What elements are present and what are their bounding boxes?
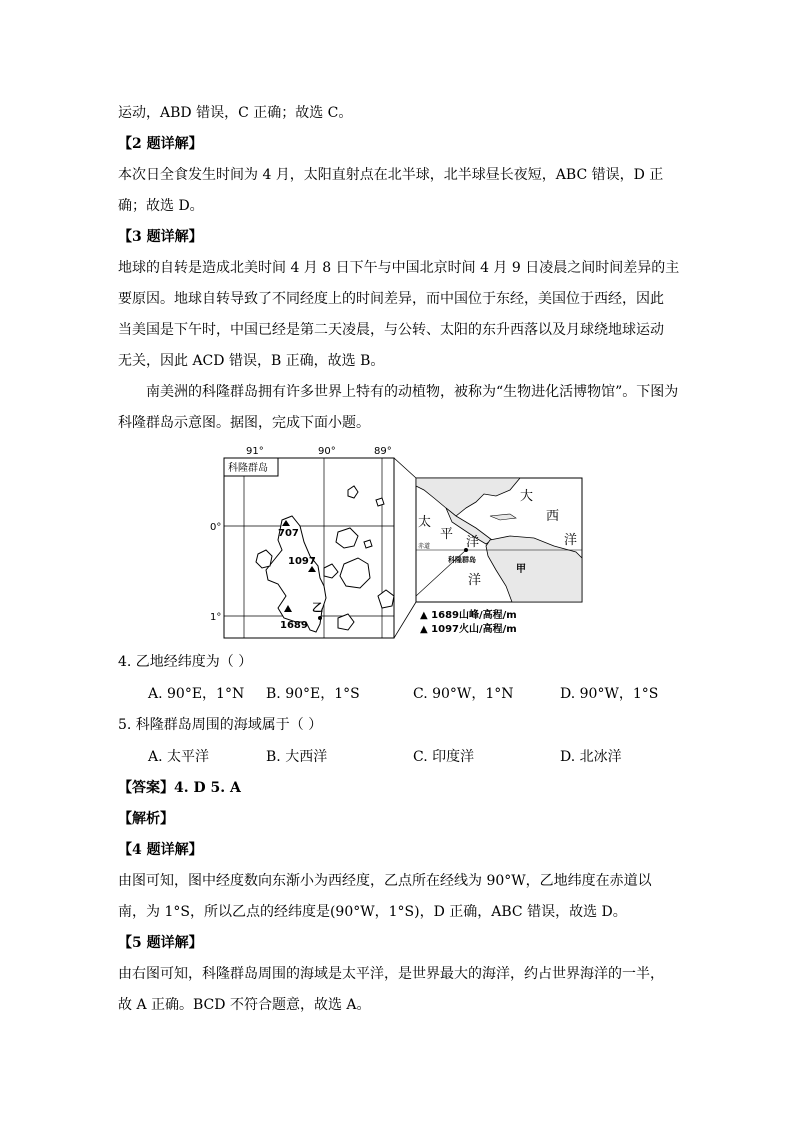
ocean-pacific-yang: 洋	[468, 573, 482, 588]
island-floreana	[338, 614, 354, 630]
island-genovesa	[376, 498, 384, 506]
island-san-cristobal	[378, 590, 394, 608]
q5-option-a: A. 太平洋	[148, 749, 210, 765]
section-heading-4: 【4 题详解】	[118, 842, 203, 858]
ocean-atlantic-3: 洋	[564, 533, 578, 548]
peak-label-1097: 1097	[288, 556, 316, 567]
section-heading-5: 【5 题详解】	[118, 935, 203, 951]
right-map	[416, 478, 582, 602]
q4-option-d: D. 90°W，1°S	[560, 686, 659, 702]
peak-label-1689: 1689	[280, 620, 308, 631]
lat-label-0: 0°	[210, 522, 222, 533]
island-santa-cruz	[340, 558, 370, 588]
text-line: 南美洲的科隆群岛拥有许多世界上特有的动植物，被称为“生物进化活博物馆”。下图为	[146, 384, 679, 400]
text-line: 当美国是下午时，中国已经是第二天凌晨，与公转、太阳的东升西落以及月球绕地球运动	[118, 322, 664, 338]
q4-option-b: B. 90°E，1°S	[266, 686, 360, 702]
text-line: 故 A 正确。BCD 不符合题意，故选 A。	[118, 997, 371, 1013]
section-heading-2: 【2 题详解】	[118, 136, 203, 152]
text-line: 南，为 1°S，所以乙点的经纬度是(90°W，1°S)，D 正确，ABC 错误，故选 D。	[118, 904, 627, 920]
q5-option-c: C. 印度洋	[413, 749, 475, 765]
lon-label-89: 89°	[374, 446, 392, 457]
text-line: 由图可知，图中经度数向东渐小为西经度，乙点所在经线为 90°W，乙地纬度在赤道以	[118, 873, 652, 889]
question-5: 5. 科隆群岛周围的海域属于（ ）	[118, 717, 323, 733]
island-santiago	[336, 528, 358, 548]
question-4: 4. 乙地经纬度为（ ）	[118, 654, 253, 670]
point-yi-marker	[318, 616, 322, 620]
ocean-atlantic-1: 大	[520, 489, 534, 504]
island-fernandina	[256, 550, 272, 568]
section-heading-3: 【3 题详解】	[118, 229, 203, 245]
left-map-title: 科隆群岛	[228, 463, 268, 474]
text-line: 确；故选 D。	[118, 198, 204, 214]
q4-option-c: C. 90°W，1°N	[413, 686, 514, 702]
text-line: 要原因。地球自转导致了不同经度上的时间差异，而中国位于东经，美国位于西经，因此	[118, 291, 664, 307]
island-marchena	[348, 486, 358, 498]
ocean-pacific-2: 平	[440, 527, 454, 542]
map-figure-svg	[210, 446, 582, 642]
q5-option-d: D. 北冰洋	[560, 749, 622, 765]
lon-label-90: 90°	[318, 446, 336, 457]
island-small-1	[324, 564, 338, 578]
point-yi-label: 乙	[312, 601, 323, 614]
q5-option-b: B. 大西洋	[266, 749, 328, 765]
answer-line: 【答案】4. D 5. A	[118, 780, 241, 796]
equator-label: 赤道	[418, 543, 431, 550]
legend-peak: ▲ 1689山峰/高程/m	[420, 610, 517, 621]
ocean-atlantic-2: 西	[546, 509, 560, 524]
analysis-heading: 【解析】	[118, 811, 174, 827]
left-map	[210, 446, 394, 638]
legend-volcano: ▲ 1097火山/高程/m	[420, 624, 517, 635]
text-line: 科隆群岛示意图。据图，完成下面小题。	[118, 415, 370, 431]
ocean-pacific-3: 洋	[466, 535, 480, 550]
text-line: 地球的自转是造成北美时间 4 月 8 日下午与中国北京时间 4 月 9 日凌晨之间时间差异的主	[118, 260, 680, 276]
region-jia-label: 甲	[516, 564, 526, 575]
text-line: 无关，因此 ACD 错误，B 正确，故选 B。	[118, 353, 385, 369]
q4-option-a: A. 90°E，1°N	[148, 686, 245, 702]
peak-label-707: 707	[278, 528, 299, 539]
lat-label-1: 1°	[210, 612, 222, 623]
island-small-2	[364, 540, 372, 548]
text-line: 由右图可知，科隆群岛周围的海域是太平洋，是世界最大的海洋，约占世界海洋的一半，	[118, 966, 664, 982]
text-line: 运动，ABD 错误，C 正确；故选 C。	[118, 105, 353, 121]
text-line: 本次日全食发生时间为 4 月，太阳直射点在北半球，北半球昼长夜短，ABC 错误，D 正	[118, 167, 664, 183]
galapagos-figure	[210, 446, 582, 642]
lon-label-91: 91°	[246, 446, 264, 457]
islands-label: 科隆群岛	[448, 556, 476, 564]
ocean-pacific-1: 太	[418, 515, 432, 530]
